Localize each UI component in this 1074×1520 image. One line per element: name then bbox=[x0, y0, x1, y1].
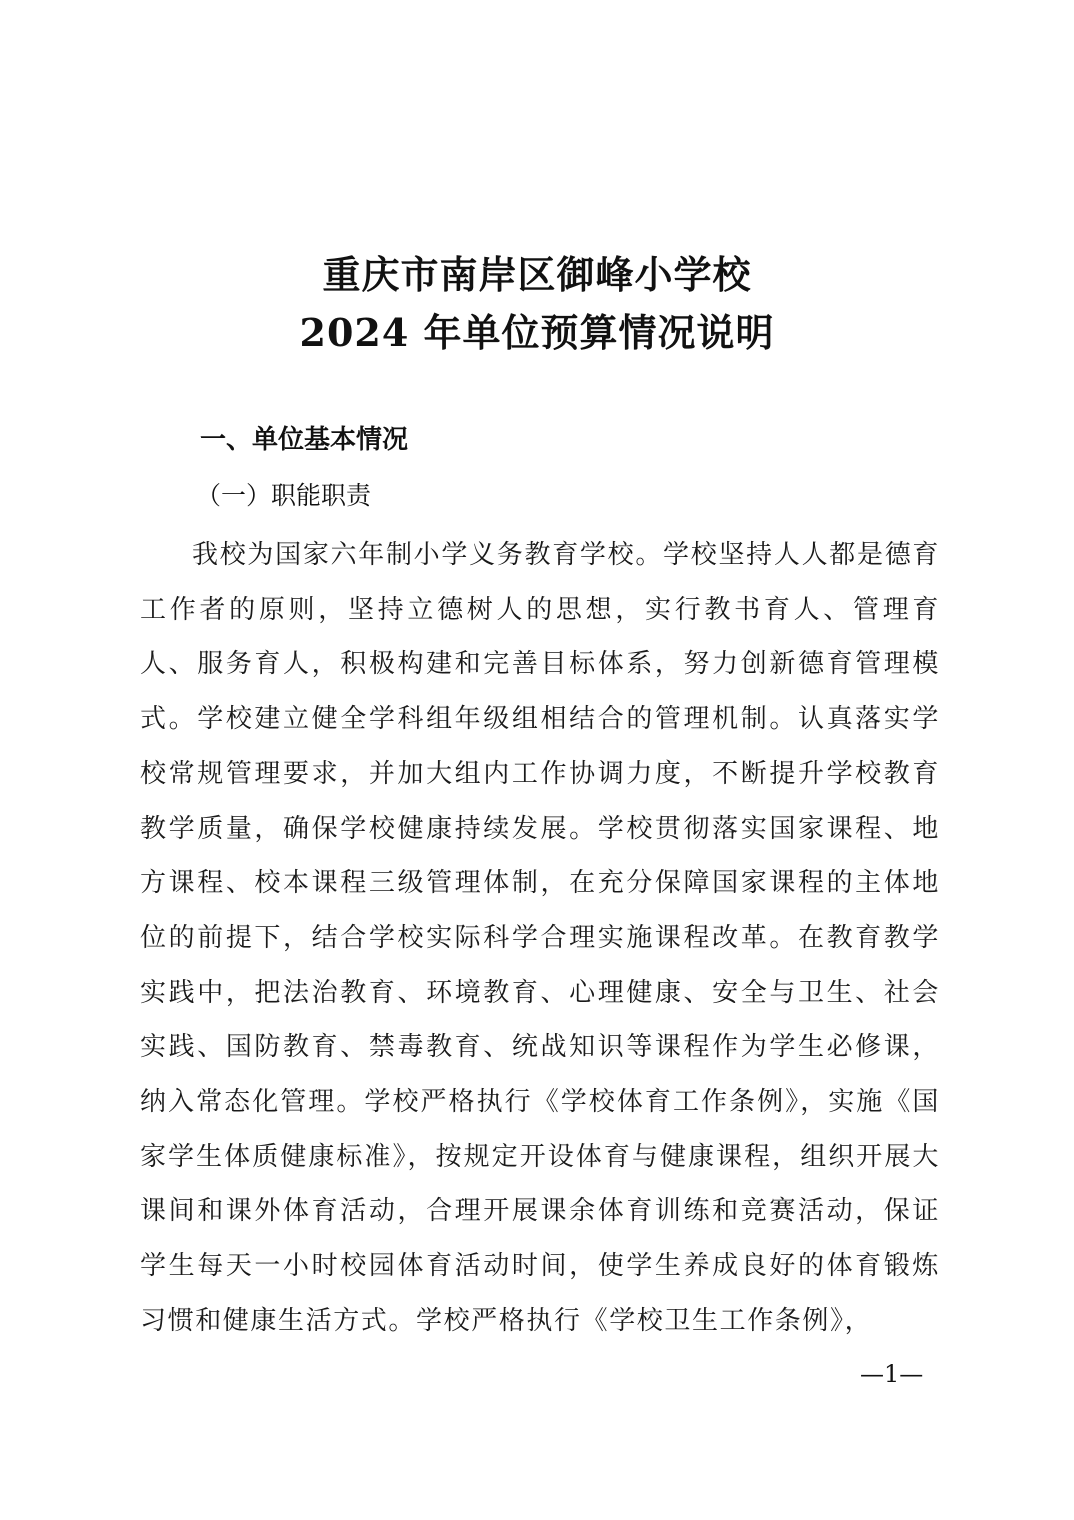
document-title bbox=[0, 246, 1074, 362]
subsection-heading: （一）职能职责 bbox=[196, 481, 372, 510]
body-paragraph: 我校为国家六年制小学义务教育学校。学校坚持人人都是德育工作者的原则，坚持立德树人的思想，实行教书育人、管理育人、服务育人，积极构建和完善目标体系，努力创新德育管理模式。学校建立健全学科组年级组相结合的管理机制。认真落实学校常规管理要求，并加大组内工作协调力度，不断提升学校教育教学质量，确保学校健康持续发展。学校贯彻落实国家课程、地方课程、校本课程三级管理体制，在充分保障国家课程的主体地位的前提下，结合学校实际科学合理实施课程改革。在教育教学实践中，把法治教育、环境教育、心理健康、安全与卫生、社会实践、国防教育、禁毒教育、统战知识等课程作为学生必修课，纳入常态化管理。学校严格执行《学校体育工作条例》，实施《国家学生体质健康标准》，按规定开设体育与健康课程，组织开展大课间和课外体育活动，合理开展课余体育训练和竞赛活动，保证学生每天一小时校园体育活动时间，使学生养成良好的体育锻炼习惯和健康生活方式。学校严格执行《学校卫生工作条例》， bbox=[140, 540, 940, 1336]
title-line-1: 重庆市南岸区御峰小学校 bbox=[322, 252, 752, 297]
section-heading: 一、单位基本情况 bbox=[200, 425, 409, 455]
page-number: —1— bbox=[860, 1360, 924, 1388]
title-line-2: 2024 年单位预算情况说明 bbox=[299, 310, 775, 355]
